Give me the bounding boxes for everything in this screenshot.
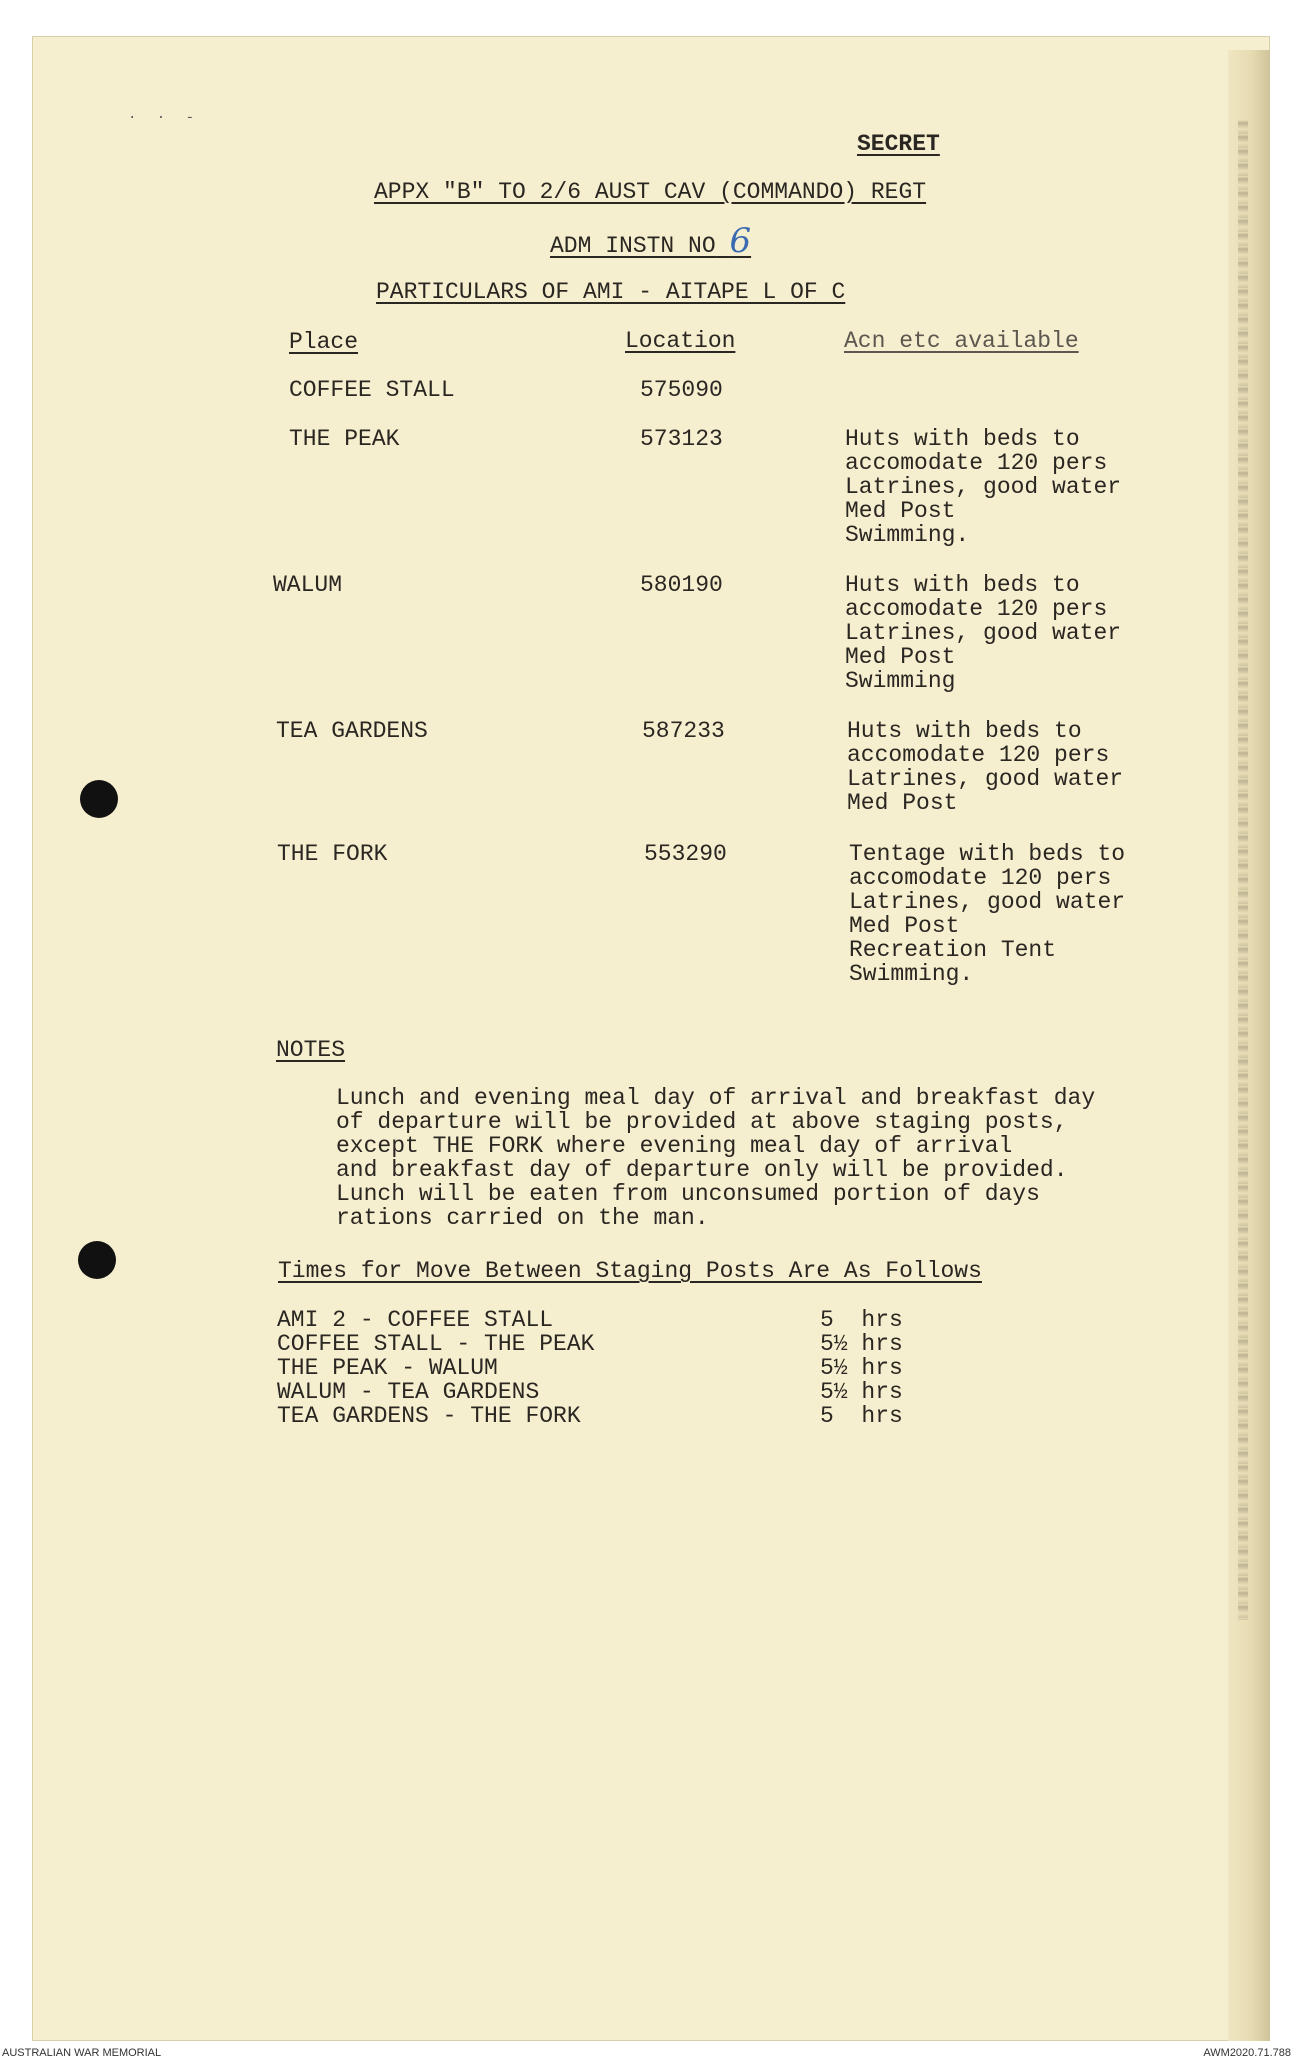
- row-location: 587233: [642, 718, 725, 744]
- row-detail-line: Med Post: [845, 644, 956, 670]
- times-heading: Times for Move Between Staging Posts Are As Follows: [278, 1258, 982, 1284]
- pencil-marks: · · ‐: [128, 110, 201, 126]
- row-place: THE FORK: [277, 841, 388, 867]
- notes-line: of departure will be provided at above staging posts,: [336, 1109, 1068, 1135]
- row-detail-line: Latrines, good water: [849, 889, 1126, 915]
- times-duration: 5½ hrs: [820, 1355, 903, 1381]
- times-route: TEA GARDENS - THE FORK: [277, 1403, 581, 1429]
- page-edge: [1228, 50, 1270, 2041]
- row-detail-line: accomodate 120 pers: [845, 450, 1108, 476]
- times-duration: 5 hrs: [820, 1307, 903, 1333]
- row-place: WALUM: [273, 572, 343, 598]
- row-place: COFFEE STALL: [289, 377, 455, 403]
- row-detail-line: Latrines, good water: [847, 766, 1124, 792]
- row-detail-line: Latrines, good water: [845, 474, 1122, 500]
- row-detail-line: accomodate 120 pers: [849, 865, 1112, 891]
- row-place: THE PEAK: [289, 426, 400, 452]
- row-detail-line: accomodate 120 pers: [845, 596, 1108, 622]
- times-route: COFFEE STALL - THE PEAK: [277, 1331, 595, 1357]
- row-location: 580190: [640, 572, 723, 598]
- column-header-location: Location: [625, 328, 736, 354]
- row-detail-line: accomodate 120 pers: [847, 742, 1110, 768]
- notes-heading: NOTES: [276, 1037, 346, 1063]
- times-route: THE PEAK - WALUM: [277, 1355, 498, 1381]
- row-place: TEA GARDENS: [276, 718, 428, 744]
- footer-credit: AUSTRALIAN WAR MEMORIAL: [2, 2047, 162, 2059]
- column-header-place: Place: [289, 329, 359, 355]
- times-duration: 5½ hrs: [820, 1379, 903, 1405]
- row-location: 553290: [644, 841, 727, 867]
- row-detail-line: Med Post: [849, 913, 960, 939]
- edge-stain: [1238, 120, 1248, 1620]
- row-detail-line: Huts with beds to: [845, 426, 1080, 452]
- row-detail-line: Swimming: [845, 668, 956, 694]
- times-duration: 5½ hrs: [820, 1331, 903, 1357]
- row-detail-line: Tentage with beds to: [849, 841, 1126, 867]
- row-location: 575090: [640, 377, 723, 403]
- document-subtitle: PARTICULARS OF AMI - AITAPE L OF C: [376, 279, 846, 305]
- row-detail-line: Huts with beds to: [847, 718, 1082, 744]
- instruction-title: [550, 221, 752, 261]
- footer-accession: AWM2020.71.788: [1203, 2047, 1291, 2059]
- times-route: WALUM - TEA GARDENS: [277, 1379, 540, 1405]
- row-detail-line: Med Post: [845, 498, 956, 524]
- instruction-number: 6: [729, 221, 752, 261]
- notes-line: except THE FORK where evening meal day of arrival: [336, 1133, 1013, 1159]
- column-header-accommodation: Acn etc available: [844, 328, 1079, 354]
- row-detail-line: Huts with beds to: [845, 572, 1080, 598]
- times-route: AMI 2 - COFFEE STALL: [277, 1307, 554, 1333]
- row-detail-line: Swimming.: [849, 961, 974, 987]
- notes-line: Lunch and evening meal day of arrival and breakfast day: [336, 1085, 1096, 1111]
- appendix-title: APPX "B" TO 2/6 AUST CAV (COMMANDO) REGT: [374, 179, 927, 205]
- row-location: 573123: [640, 426, 723, 452]
- notes-line: rations carried on the man.: [336, 1205, 709, 1231]
- times-duration: 5 hrs: [820, 1403, 903, 1429]
- classification-label: SECRET: [857, 131, 940, 157]
- row-detail-line: Swimming.: [845, 522, 970, 548]
- notes-line: and breakfast day of departure only will be provided.: [336, 1157, 1068, 1183]
- row-detail-line: Med Post: [847, 790, 958, 816]
- instruction-prefix: ADM INSTN NO: [550, 233, 716, 259]
- row-detail-line: Recreation Tent: [849, 937, 1057, 963]
- punch-hole-upper: [80, 780, 118, 818]
- row-detail-line: Latrines, good water: [845, 620, 1122, 646]
- punch-hole-lower: [78, 1241, 116, 1279]
- notes-line: Lunch will be eaten from unconsumed portion of days: [336, 1181, 1040, 1207]
